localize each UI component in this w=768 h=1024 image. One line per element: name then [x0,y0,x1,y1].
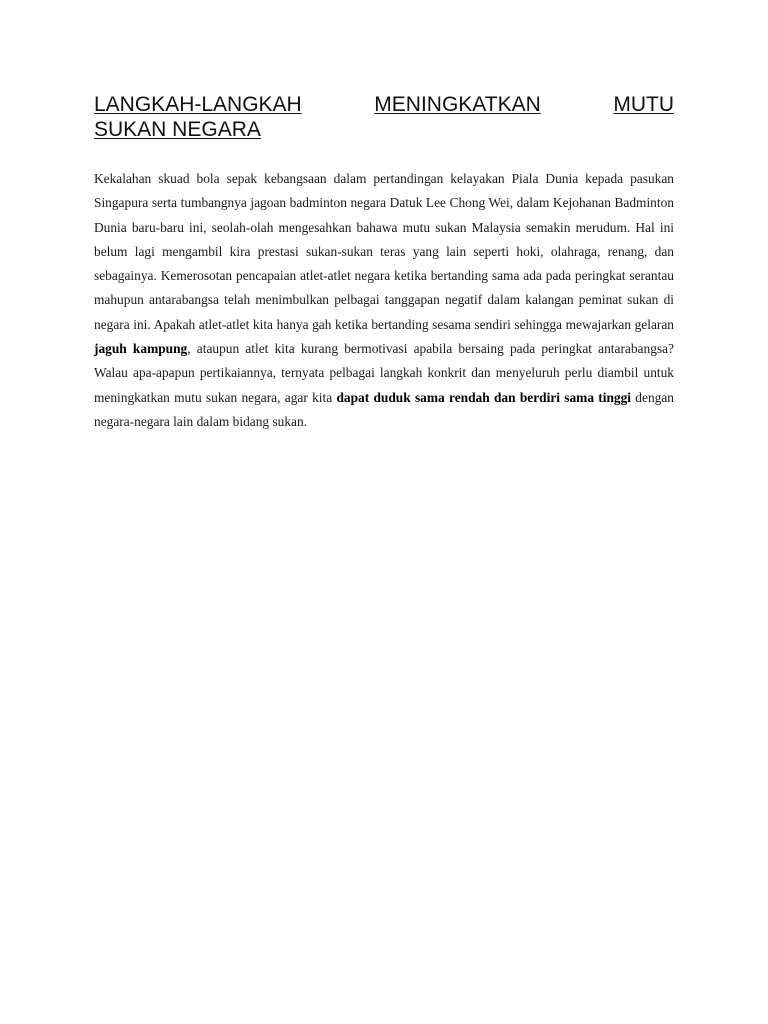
title-line-1 [94,92,674,117]
paragraph-text-part-3: dengan negara-negara lain dalam bidang sukan. [94,389,674,429]
bold-phrase-jaguh-kampung: jaguh kampung [94,341,188,357]
title-word-3: MUTU [613,93,674,116]
body-paragraph [94,167,674,434]
paragraph-text-part-2: , ataupun atlet kita kurang bermotivasi apabila bersaing pada peringkat antarabangsa? Walau apa-apapun pertikaiannya, ternyata pelbagai langkah konkrit dan menyeluruh perlu diambil untuk meningkatkan mutu sukan negara, agar kita [94,341,674,405]
paragraph-text-part-1: Kekalahan skuad bola sepak kebangsaan dalam pertandingan kelayakan Piala Dunia kepada pasukan Singapura serta tumbangnya jagoan badminton negara Datuk Lee Chong Wei, dalam Kejohanan Badminton Dunia baru-baru ini, seolah-olah mengesahkan bahawa mutu sukan Malaysia semakin merudum. Hal ini belum lagi mengambil kira prestasi sukan-sukan teras yang lain seperti hoki, olahraga, renang, dan sebagainya. Kemerosotan pencapaian atlet-atlet negara ketika bertanding sama ada pada peringkat serantau mahupun antarabangsa telah menimbulkan pelbagai tanggapan negatif dalam kalangan peminat sukan di negara ini. Apakah atlet-atlet kita hanya gah ketika bertanding sesama sendiri sehingga mewajarkan gelaran [94,171,674,332]
title-line-2: SUKAN NEGARA [94,118,261,141]
title-word-1: LANGKAH-LANGKAH [94,93,302,116]
title-word-2: MENINGKATKAN [374,93,541,116]
bold-phrase-peribahasa: dapat duduk sama rendah dan berdiri sama tinggi [336,389,632,405]
document-title [94,92,674,142]
